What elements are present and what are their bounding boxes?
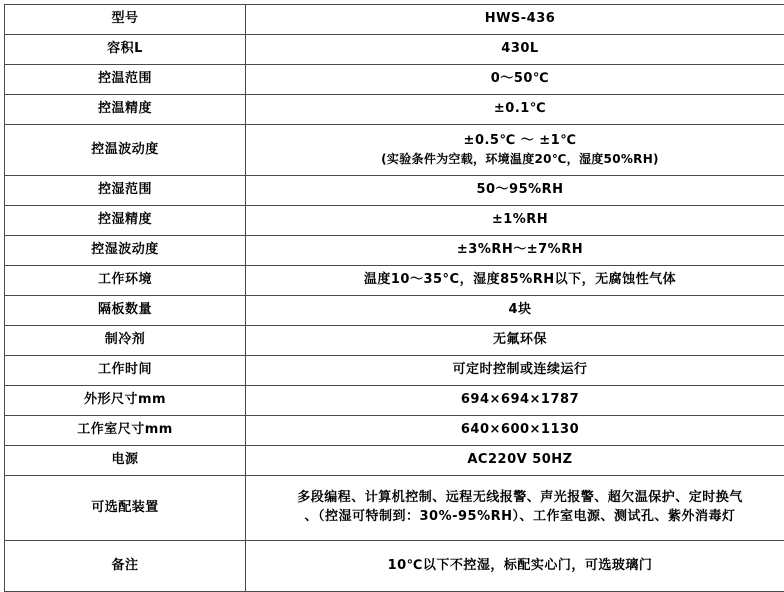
- spec-value: [246, 236, 784, 266]
- value-line: ±0.1℃: [250, 100, 784, 119]
- table-row: [5, 5, 784, 35]
- table-row: [5, 266, 784, 296]
- spec-label: 外形尺寸mm: [5, 386, 246, 416]
- value-line: 0～50℃: [250, 70, 784, 89]
- value-line: ±3%RH～±7%RH: [250, 241, 784, 260]
- spec-value: [246, 296, 784, 326]
- spec-value: [246, 326, 784, 356]
- spec-value: [246, 266, 784, 296]
- value-line: HWS-436: [250, 10, 784, 29]
- spec-label: 工作环境: [5, 266, 246, 296]
- spec-label: 隔板数量: [5, 296, 246, 326]
- spec-value: [246, 356, 784, 386]
- spec-label: 可选配装置: [5, 476, 246, 541]
- value-line: 694×694×1787: [250, 391, 784, 410]
- spec-value: [246, 386, 784, 416]
- specification-table: [4, 4, 784, 592]
- table-row: [5, 176, 784, 206]
- spec-label: 制冷剂: [5, 326, 246, 356]
- spec-label: 控湿波动度: [5, 236, 246, 266]
- spec-label: 控温精度: [5, 95, 246, 125]
- spec-value: [246, 5, 784, 35]
- table-body: [5, 5, 784, 592]
- value-line: 温度10～35°C，湿度85%RH以下，无腐蚀性气体: [250, 271, 784, 290]
- value-note: (实验条件为空载，环境温度20℃，湿度50%RH): [250, 151, 784, 168]
- value-line: ±1%RH: [250, 211, 784, 230]
- value-line: 可定时控制或连续运行: [250, 361, 784, 380]
- value-line: AC220V 50HZ: [250, 451, 784, 470]
- spec-label: 工作时间: [5, 356, 246, 386]
- value-line: 50～95%RH: [250, 181, 784, 200]
- table-row: [5, 125, 784, 176]
- table-row: [5, 206, 784, 236]
- spec-label: 型号: [5, 5, 246, 35]
- spec-value: [246, 35, 784, 65]
- value-line: 430L: [250, 40, 784, 59]
- table-row: [5, 416, 784, 446]
- table-row: [5, 65, 784, 95]
- spec-value: [246, 541, 784, 592]
- spec-label: 控湿精度: [5, 206, 246, 236]
- spec-label: 控温范围: [5, 65, 246, 95]
- spec-value: [246, 476, 784, 541]
- table-row: [5, 541, 784, 592]
- spec-value: [246, 176, 784, 206]
- spec-value: [246, 95, 784, 125]
- value-line: ±0.5℃ ～ ±1℃: [250, 132, 784, 151]
- table-row: [5, 446, 784, 476]
- value-line: 640×600×1130: [250, 421, 784, 440]
- table-row: [5, 386, 784, 416]
- spec-label: 控湿范围: [5, 176, 246, 206]
- spec-value: [246, 206, 784, 236]
- table-row: [5, 95, 784, 125]
- table-row: [5, 35, 784, 65]
- table-row: [5, 476, 784, 541]
- table-row: [5, 326, 784, 356]
- spec-value: [246, 416, 784, 446]
- value-line: 10℃以下不控湿，标配实心门，可选玻璃门: [250, 557, 784, 576]
- value-line: 4块: [250, 301, 784, 320]
- value-line: 、（控湿可特制到：30%-95%RH）、工作室电源、测试孔、紫外消毒灯: [250, 508, 784, 527]
- value-line: 无氟环保: [250, 331, 784, 350]
- value-line: 多段编程、计算机控制、远程无线报警、声光报警、超欠温保护、定时换气: [250, 489, 784, 508]
- spec-label: 备注: [5, 541, 246, 592]
- spec-value: [246, 65, 784, 95]
- spec-value: [246, 125, 784, 176]
- table-row: [5, 236, 784, 266]
- spec-label: 电源: [5, 446, 246, 476]
- spec-label: 工作室尺寸mm: [5, 416, 246, 446]
- spec-label: 容积L: [5, 35, 246, 65]
- spec-label: 控温波动度: [5, 125, 246, 176]
- table-row: [5, 356, 784, 386]
- table-row: [5, 296, 784, 326]
- spec-value: [246, 446, 784, 476]
